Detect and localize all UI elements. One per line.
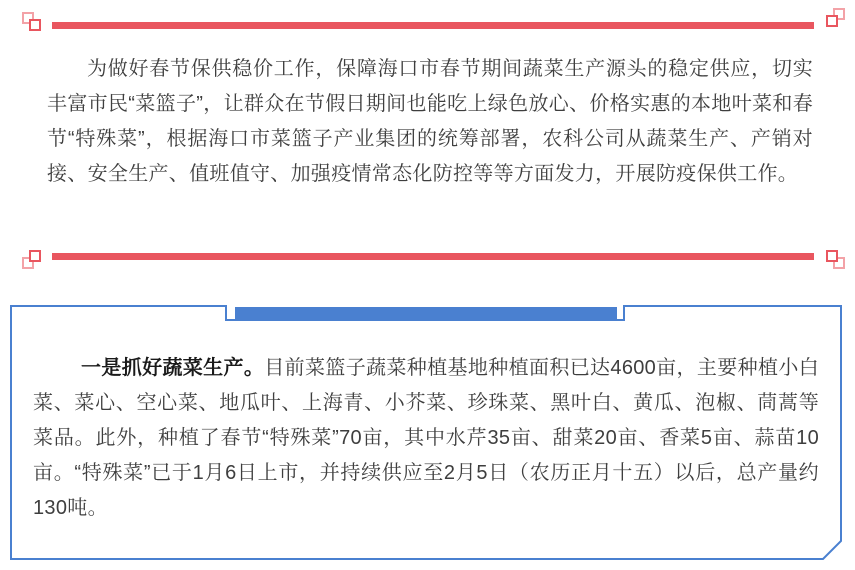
- box-paragraph: [33, 351, 819, 526]
- square-outline-dark: [29, 250, 41, 262]
- square-outline-dark: [826, 250, 838, 262]
- highlight-box: [10, 305, 842, 560]
- square-outline-dark: [29, 19, 41, 31]
- red-divider-line: [52, 253, 814, 260]
- red-divider-line: [52, 22, 814, 29]
- square-outline-dark: [826, 15, 838, 27]
- double-square-icon: [22, 12, 48, 38]
- double-square-icon: [826, 8, 852, 34]
- box-header-bar: [235, 307, 617, 319]
- box-paragraph-lead: 一是抓好蔬菜生产。: [81, 357, 265, 379]
- box-paragraph-body: 目前菜篮子蔬菜种植基地种植面积已达4600亩，主要种植小白菜、菜心、空心菜、地瓜叶、上海青、小芥菜、珍珠菜、黑叶白、黄瓜、泡椒、茼蒿等菜品。此外，种植了春节“特殊菜”70亩，其中水芹35亩、甜菜20亩、香菜5亩、蒜苗10亩。“特殊菜”已于1月6日上市，并持续供应至2月5日（农历正月十五）以后，总产量约130吨。: [33, 357, 819, 519]
- double-square-icon: [22, 250, 48, 276]
- double-square-icon: [826, 250, 852, 276]
- intro-paragraph: 为做好春节保供稳价工作，保障海口市春节期间蔬菜生产源头的稳定供应，切实丰富市民“菜篮子”，让群众在节假日期间也能吃上绿色放心、价格实惠的本地叶菜和春节“特殊菜”，根据海口市菜篮子产业集团的统筹部署，农科公司从蔬菜生产、产销对接、安全生产、值班值守、加强疫情常态化防控等等方面发力，开展防疫保供工作。: [47, 58, 813, 185]
